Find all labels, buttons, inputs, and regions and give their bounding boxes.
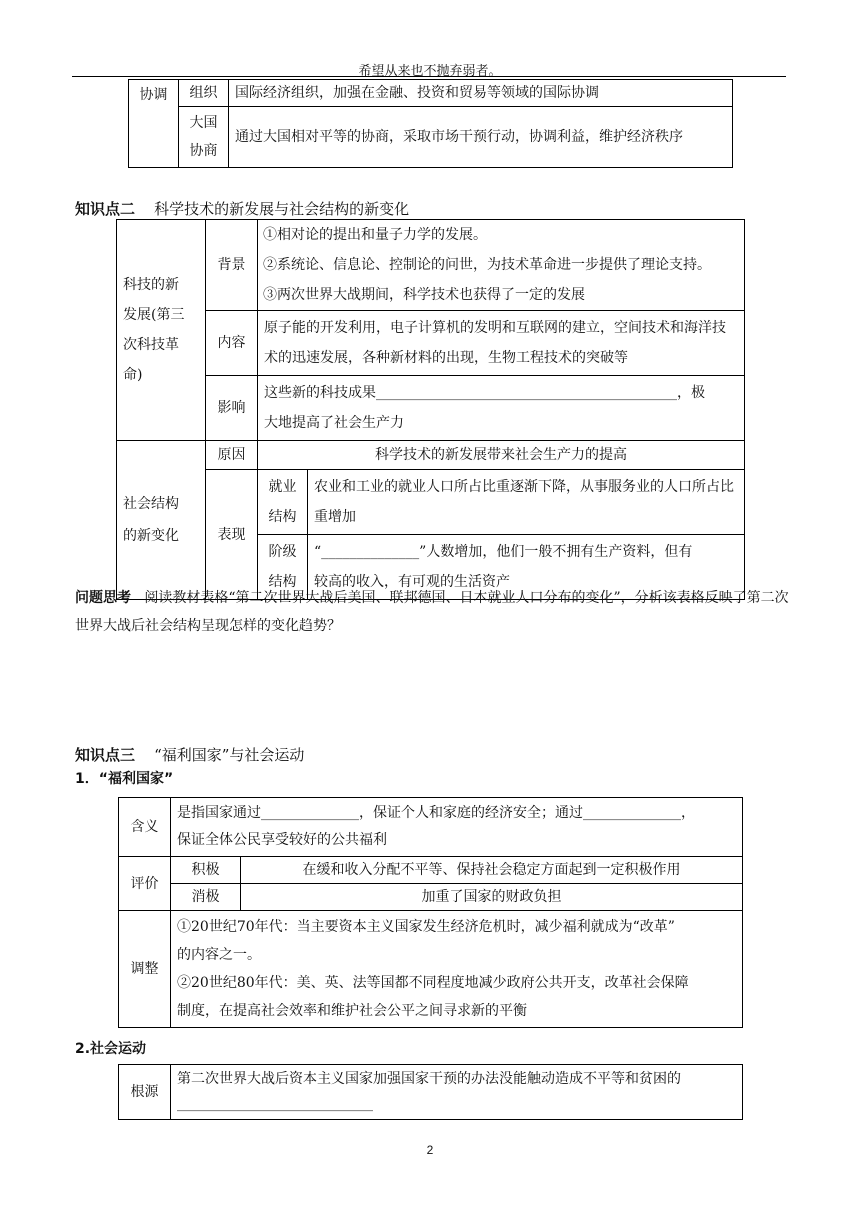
- section-2-prefix: 知识点二: [75, 200, 136, 218]
- page-number: 2: [426, 1143, 434, 1157]
- welfare-table: [118, 797, 743, 1028]
- meaning-label: 含义: [119, 798, 171, 857]
- background-label: 背景: [206, 220, 258, 311]
- positive-label: 积极: [171, 857, 241, 884]
- tech-label-line: 发展(第三: [123, 307, 185, 323]
- section-2-title: [75, 198, 409, 219]
- negative-label: 消极: [171, 884, 241, 911]
- social-label-line: 社会结构: [123, 496, 179, 512]
- major-power-label-b: 协商: [189, 143, 218, 159]
- section-2-heading: 科学技术的新发展与社会结构的新变化: [154, 200, 410, 218]
- coordination-table: [128, 79, 733, 168]
- welfare-subtitle: 1．“福利国家”: [75, 771, 174, 787]
- meaning-text: [171, 798, 743, 857]
- social-label-line: 的新变化: [123, 528, 179, 544]
- adjustment-line: 的内容之一。: [177, 947, 261, 963]
- background-line: ①相对论的提出和量子力学的发展。: [263, 227, 487, 243]
- major-power-text: 通过大国相对平等的协商，采取市场干预行动，协调利益，维护经济秩序: [229, 107, 733, 168]
- social-structure-label: [117, 441, 206, 600]
- tech-label-line: 次科技革: [123, 337, 179, 353]
- organization-text: 国际经济组织，加强在金融、投资和贸易等领域的国际协调: [229, 80, 733, 107]
- meaning-blank-2: ______________: [583, 805, 681, 821]
- root-blank: ____________________________: [177, 1096, 373, 1112]
- evaluation-label: 评价: [119, 857, 171, 911]
- performance-label: 表现: [206, 470, 258, 600]
- major-power-label-a: 大国: [189, 115, 218, 131]
- header-divider: [72, 76, 786, 77]
- major-power-label: [179, 107, 229, 168]
- social-movement-table: [118, 1064, 743, 1120]
- meaning-text-d: 保证全体公民享受较好的公共福利: [177, 832, 387, 848]
- employment-structure-label: [258, 470, 308, 535]
- content-label: 内容: [206, 311, 258, 376]
- class-label-line: 结构: [268, 574, 297, 590]
- organization-label: 组织: [179, 80, 229, 107]
- impact-text-a: 这些新的科技成果: [264, 385, 376, 401]
- reason-label: 原因: [206, 441, 258, 470]
- positive-text: 在缓和收入分配不平等、保持社会稳定方面起到一定积极作用: [241, 857, 743, 884]
- content-text: 原子能的开发利用，电子计算机的发明和互联网的建立，空间技术和海洋技术的迅速发展，各种新材料的出现，生物工程技术的突破等: [258, 311, 745, 376]
- question-label: 问题思考: [75, 590, 131, 606]
- section-3-title: [75, 744, 304, 765]
- root-text: [171, 1065, 743, 1120]
- social-movement-subtitle: 2.社会运动: [75, 1041, 147, 1057]
- class-quote-open: “: [314, 544, 322, 560]
- root-text-a: 第二次世界大战后资本主义国家加强国家干预的办法没能触动造成不平等和贫困的: [177, 1071, 681, 1087]
- root-label: 根源: [119, 1065, 171, 1120]
- employment-label-line: 结构: [268, 509, 297, 525]
- page-header: 希望从来也不抛弃弱者。: [358, 64, 502, 79]
- tech-label-line: 命): [123, 367, 143, 383]
- question-text: 阅读教材表格“第二次世界大战后美国、联邦德国、日本就业人口分布的变化”，分析该表格反映了第二次世界大战后社会结构呈现怎样的变化趋势？: [75, 590, 789, 634]
- section-3-prefix: 知识点三: [75, 746, 136, 764]
- class-text-b: 较高的收入，有可观的生活资产: [314, 574, 510, 590]
- impact-text-b: ，极: [677, 385, 705, 401]
- employment-label-line: 就业: [268, 479, 297, 495]
- negative-text: 加重了国家的财政负担: [241, 884, 743, 911]
- adjustment-label: 调整: [119, 911, 171, 1028]
- tech-development-label: [117, 220, 206, 441]
- reason-text: 科学技术的新发展带来社会生产力的提高: [258, 441, 745, 470]
- impact-blank: ___________________________________________: [376, 385, 677, 401]
- tech-label-line: 科技的新: [123, 277, 179, 293]
- adjustment-line: 制度，在提高社会效率和维护社会公平之间寻求新的平衡: [177, 1003, 527, 1019]
- impact-text-c: 大地提高了社会生产力: [264, 415, 404, 431]
- background-line: ③两次世界大战期间，科学技术也获得了一定的发展: [263, 287, 585, 303]
- meaning-text-b: ，保证个人和家庭的经济安全；通过: [359, 805, 583, 821]
- impact-label: 影响: [206, 376, 258, 441]
- meaning-blank-1: ______________: [261, 805, 359, 821]
- tech-society-table: [116, 219, 745, 600]
- class-label-line: 阶级: [268, 544, 297, 560]
- employment-structure-text: 农业和工业的就业人口所占比重逐渐下降，从事服务业的人口所占比重增加: [308, 470, 745, 535]
- background-text: [258, 220, 745, 311]
- class-text-a: ”人数增加，他们一般不拥有生产资料，但有: [419, 544, 693, 560]
- meaning-text-a: 是指国家通过: [177, 805, 261, 821]
- coordination-label: 协调: [129, 80, 179, 168]
- class-blank: ______________: [321, 544, 420, 560]
- background-line: ②系统论、信息论、控制论的问世，为技术革命进一步提供了理论支持。: [263, 257, 711, 273]
- impact-text: [258, 376, 745, 441]
- section-3-heading: “福利国家”与社会运动: [154, 746, 305, 764]
- adjustment-text: [171, 911, 743, 1028]
- adjustment-line: ①20世纪70年代：当主要资本主义国家发生经济危机时，减少福利就成为“改革”: [177, 919, 675, 935]
- question-block: [75, 584, 795, 640]
- meaning-text-c: ，: [681, 805, 695, 821]
- adjustment-line: ②20世纪80年代：美、英、法等国都不同程度地减少政府公共开支，改革社会保障: [177, 975, 689, 991]
